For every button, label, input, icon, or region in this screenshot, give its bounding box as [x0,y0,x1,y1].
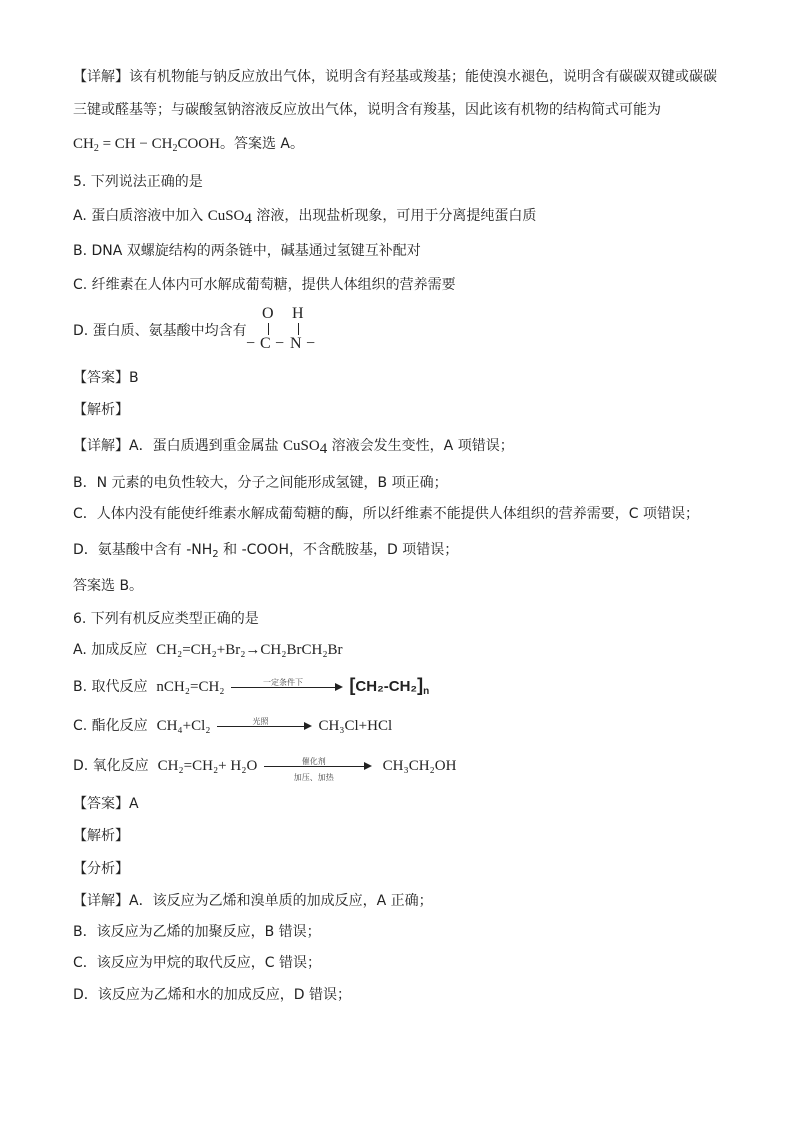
equation-a: CH₂=CH₂+Br₂→CH₂BrCH₂Br [156,642,343,658]
structure-bond-nh [298,323,299,335]
condition-b: 一定条件下 [262,678,303,687]
question-6-detail-c: C．该反应为甲烷的取代反应，C 错误； [73,955,321,971]
detail-line-2: 三键或醛基等；与碳酸氢钠溶液反应放出气体，说明含有羧基，因此该有机物的结构简式可能为 [73,102,661,118]
condition-c: 光照 [252,717,269,726]
equation-c-right: CH₃Cl+HCl [318,718,393,734]
question-5-stem: 5. 下列说法正确的是 [73,174,203,190]
structure-bond-co [268,323,269,335]
question-6-detail-d: D．该反应为乙烯和水的加成反应，D 错误； [73,987,352,1003]
structure-hydrogen: H [292,305,304,322]
structure-oxygen: O [262,305,274,322]
question-5-detail-a: 【详解】A．蛋白质遇到重金属盐 CuSO$_4$ 溶液会发生变性，A 项错误； [73,438,514,457]
detail-line-3: $CH_2$ = CH − $CH_2COOH$。答案选 A。 [73,136,304,154]
question-6-option-d: D. 氧化反应 CH₂=CH₂+ H₂O 催化剂 加压、加热 CH₃CH₂OH [73,756,456,776]
question-5-conclusion: 答案选 B。 [73,578,144,594]
amide-structure [246,305,326,360]
equation-d-left: CH₂=CH₂+ H₂O [157,758,258,774]
question-5-answer: 【答案】B [73,370,139,386]
question-5-detail-c: C．人体内没有能使纤维素水解成葡萄糖的酶，所以纤维素不能提供人体组织的营养需要，C 项错误； [73,506,699,522]
polymer-product: $[CH_2-CH_2]_n$ [349,675,430,697]
reaction-arrow-d [264,756,372,782]
question-5-analysis-heading: 【解析】 [73,402,129,418]
structure-dash-right: − [306,335,316,352]
question-5-option-d: D. 蛋白质、氨基酸中均含有 [73,323,247,339]
equation-c-left: CH₄+Cl₂ [156,718,211,734]
reaction-arrow-c [217,716,312,736]
structural-formula: $CH_2$ = CH − $CH_2COOH$ [73,136,220,154]
question-6-option-a: A. 加成反应 CH₂=CH₂+Br₂→CH₂BrCH₂Br [73,642,343,658]
structure-nitrogen: N [290,335,302,352]
equation-b-left: nCH₂=CH₂ [156,679,225,695]
question-6-analysis-heading: 【解析】 [73,828,129,844]
question-6-option-b: B. 取代反应 nCH₂=CH₂ 一定条件下 $[CH_2-CH_2]_n$ [73,675,430,697]
question-6-fenxi-heading: 【分析】 [73,861,129,877]
question-6-option-c: C. 酯化反应 CH₄+Cl₂ 光照 CH₃Cl+HCl [73,716,392,736]
reaction-arrow-b [231,677,343,697]
question-5-option-b: B. DNA 双螺旋结构的两条链中，碱基通过氢键互补配对 [73,243,421,259]
question-6-detail-a: 【详解】A．该反应为乙烯和溴单质的加成反应，A 正确； [73,893,433,909]
question-5-detail-b: B．N 元素的电负性较大，分子之间能形成氢键，B 项正确； [73,475,448,491]
question-6-detail-b: B．该反应为乙烯的加聚反应，B 错误； [73,924,321,940]
detail-line-1: 【详解】该有机物能与钠反应放出气体，说明含有羟基或羧基；能使溴水褪色，说明含有碳碳双键或碳碳 [73,69,717,85]
condition-d-bottom: 加压、加热 [293,773,334,782]
structure-dash-left: − [246,335,256,352]
structure-dash-middle: − [275,335,285,352]
question-5-option-c: C. 纤维素在人体内可水解成葡萄糖，提供人体组织的营养需要 [73,277,456,293]
structure-carbon: C [260,335,271,352]
question-6-stem: 6. 下列有机反应类型正确的是 [73,611,259,627]
equation-d-right: CH₃CH₂OH [382,758,457,774]
question-5-detail-d: D．氨基酸中含有 $-NH_2$ 和 -COOH，不含酰胺基，D 项错误； [73,542,459,560]
question-5-option-a: A. 蛋白质溶液中加入 CuSO$_4$ 溶液，出现盐析现象，可用于分离提纯蛋白质 [73,208,537,227]
question-6-answer: 【答案】A [73,796,139,812]
condition-d-top: 催化剂 [301,757,326,766]
